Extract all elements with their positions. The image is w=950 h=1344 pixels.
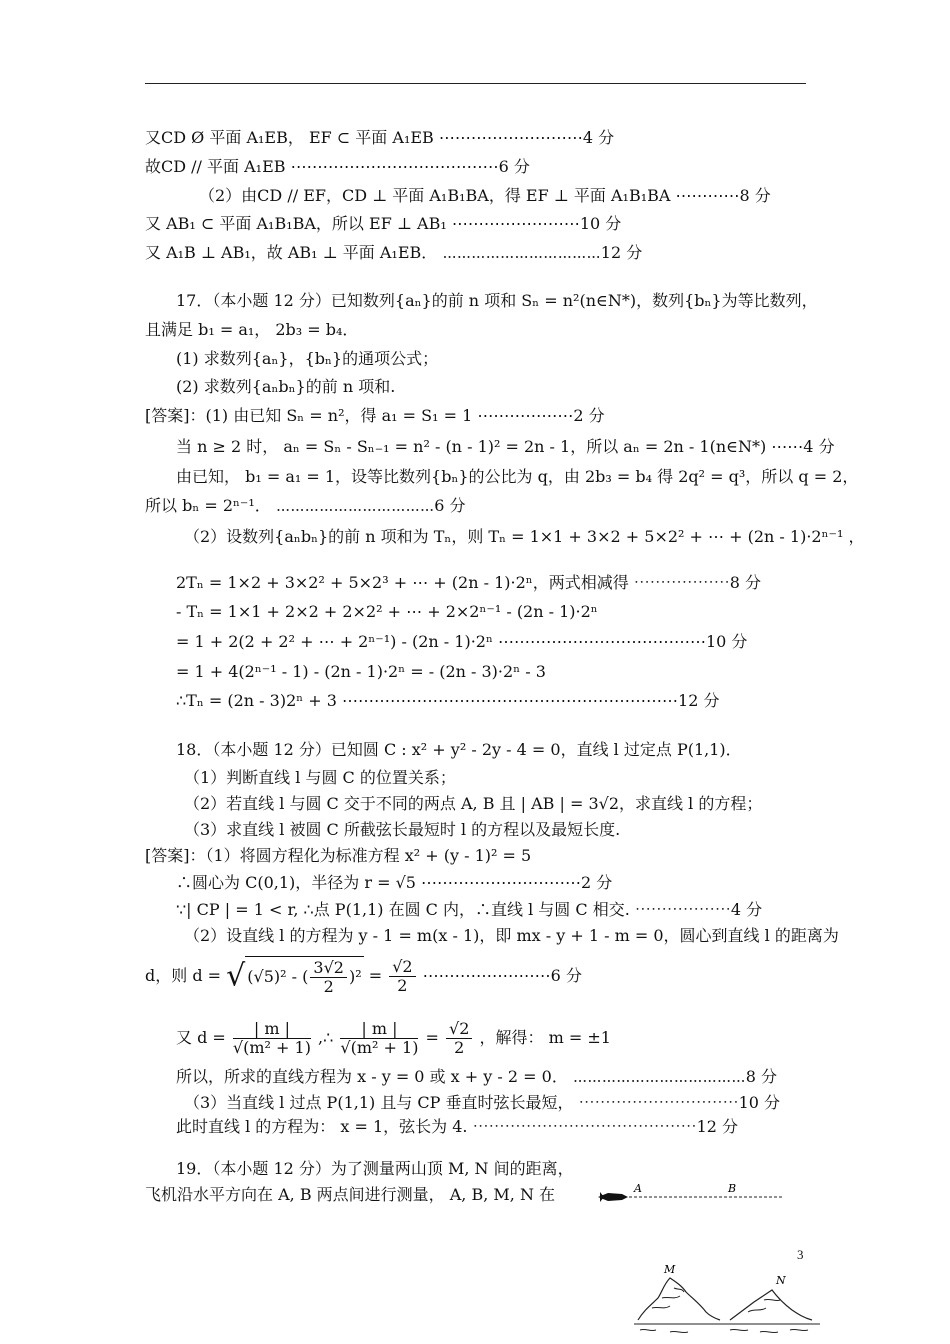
frac-denominator: √(m² + 1) <box>232 1038 311 1057</box>
answer-18-line3: ∵| CP | = 1 < r, ∴点 P(1,1) 在圆 C 内，∴直线 l 与圆 C 相交. ⋯⋯⋯⋯⋯⋯4 分 <box>176 900 763 919</box>
mountain-M-outline <box>638 1278 720 1320</box>
frac-numerator: 3√2 <box>310 959 347 978</box>
problem-17-condition: 且满足 b₁ = a₁， 2b₃ = b₄． <box>145 320 359 339</box>
label-B: B <box>728 1182 737 1195</box>
sqrt-radicand <box>245 956 363 997</box>
airplane-figure <box>594 1180 786 1210</box>
fraction-3sqrt2-over-2 <box>310 959 347 996</box>
line-03: （2）由CD // EF，CD ⊥ 平面 A₁B₁BA，得 EF ⊥ 平面 A₁B₁BA ⋯⋯⋯⋯8 分 <box>199 186 771 205</box>
problem-18-part2: （2）若直线 l 与圆 C 交于不同的两点 A, B 且 | AB | = 3√2，求直线 l 的方程； <box>184 794 763 813</box>
answer-17-line6: 2Tₙ = 1×2 + 3×2² + 5×2³ + ⋯ + (2n - 1)·2ⁿ，两式相减得 ⋯⋯⋯⋯⋯⋯8 分 <box>176 573 762 592</box>
line-05: 又 A₁B ⊥ AB₁，故 AB₁ ⊥ 平面 A₁EB． ⋯⋯⋯⋯⋯⋯⋯⋯⋯⋯⋯12 分 <box>145 243 643 262</box>
problem-17-part2: (2) 求数列{aₙbₙ}的前 n 项和. <box>176 377 396 396</box>
line-04: 又 AB₁ ⊂ 平面 A₁B₁BA，所以 EF ⊥ AB₁ ⋯⋯⋯⋯⋯⋯⋯⋯10 分 <box>145 214 622 233</box>
answer-17-line3: 由已知， b₁ = a₁ = 1，设等比数列{bₙ}的公比为 q，由 2b₃ = b₄ 得 2q² = q³，所以 q = 2， <box>176 467 859 486</box>
fraction-m-over-sqrt-2 <box>340 1020 418 1057</box>
fraction-m-over-sqrt <box>233 1020 311 1057</box>
frac-denominator: 2 <box>323 977 334 996</box>
water-waves <box>640 1329 808 1332</box>
problem-19-statement: 19．（本小题 12 分）为了测量两山顶 M, N 间的距离， <box>176 1159 574 1178</box>
answer-18-line9: 此时直线 l 的方程为： x = 1，弦长为 4. ⋯⋯⋯⋯⋯⋯⋯⋯⋯⋯⋯⋯⋯⋯12 分 <box>176 1117 739 1136</box>
answer-18-solve-line <box>176 1016 611 1062</box>
frac-numerator: | m | <box>233 1020 311 1039</box>
fraction-sqrt2-over-2-b <box>446 1020 472 1057</box>
equals-sign: = <box>368 966 383 985</box>
mountain-N-shading <box>748 1299 780 1312</box>
solve-result: ，解得： m = ±1 <box>479 1028 611 1047</box>
problem-17-part1: (1) 求数列{aₙ}，{bₙ}的通项公式； <box>176 349 439 368</box>
sq-close: )² <box>348 967 362 986</box>
line-02: 故CD // 平面 A₁EB ⋯⋯⋯⋯⋯⋯⋯⋯⋯⋯⋯⋯⋯6 分 <box>145 157 530 176</box>
frac-denominator: 2 <box>454 1038 465 1057</box>
sqrt-expr: (√5)² - ( <box>247 967 309 986</box>
problem-18-statement: 18．（本小题 12 分）已知圆 C : x² + y² - 2y - 4 = 0，直线 l 过定点 P(1,1)． <box>176 740 742 759</box>
fraction-sqrt2-over-2 <box>389 958 415 995</box>
answer-17-line1: [答案]：(1) 由已知 Sₙ = n²，得 a₁ = S₁ = 1 ⋯⋯⋯⋯⋯⋯2 分 <box>145 406 605 425</box>
line-01: 又CD Ø 平面 A₁EB， EF ⊂ 平面 A₁EB ⋯⋯⋯⋯⋯⋯⋯⋯⋯4 分 <box>145 128 615 147</box>
mountain-N-outline <box>730 1290 812 1320</box>
answer-18-line2: ∴圆心为 C(0,1)，半径为 r = √5 ⋯⋯⋯⋯⋯⋯⋯⋯⋯⋯2 分 <box>176 873 613 892</box>
equals-sign: = <box>425 1028 439 1047</box>
label-M: M <box>664 1263 676 1276</box>
airplane-tail-icon <box>600 1192 604 1202</box>
page-number: 3 <box>797 1247 804 1262</box>
answer-17-line5: （2）设数列{aₙbₙ}的前 n 项和为 Tₙ，则 Tₙ = 1×1 + 3×2 + 5×2² + ⋯ + (2n - 1)·2ⁿ⁻¹ ， <box>184 527 865 546</box>
answer-17-line7: - Tₙ = 1×1 + 2×2 + 2×2² + ⋯ + 2×2ⁿ⁻¹ - (2n - 1)·2ⁿ <box>176 602 598 621</box>
solve-label: 又 d = <box>176 1028 226 1047</box>
problem-19-line2: 飞机沿水平方向在 A, B 两点间进行测量， A, B, M, N 在 <box>145 1185 556 1204</box>
problem-17-statement: 17．（本小题 12 分）已知数列{aₙ}的前 n 项和 Sₙ = n²(n∈N*)，数列{bₙ}为等比数列， <box>176 291 818 310</box>
sqrt-radical: √ <box>226 958 246 994</box>
answer-18-line1: [答案]：（1）将圆方程化为标准方程 x² + (y - 1)² = 5 <box>145 846 532 865</box>
frac-numerator: √2 <box>389 958 415 977</box>
mountains-figure <box>630 1258 822 1338</box>
problem-18-part3: （3）求直线 l 被圆 C 所截弦长最短时 l 的方程以及最短长度. <box>184 820 621 839</box>
answer-18-distance-line <box>145 952 582 1002</box>
label-N: N <box>776 1274 786 1287</box>
answer-18-line4: （2）设直线 l 的方程为 y - 1 = m(x - 1)，即 mx - y + 1 - m = 0，圆心到直线 l 的距离为 <box>184 926 839 945</box>
score-6: ⋯⋯⋯⋯⋯⋯⋯⋯6 分 <box>422 966 582 985</box>
header-rule <box>145 83 806 84</box>
frac-numerator: √2 <box>446 1020 472 1039</box>
answer-17-line4: 所以 bₙ = 2ⁿ⁻¹． ⋯⋯⋯⋯⋯⋯⋯⋯⋯⋯⋯6 分 <box>145 496 466 515</box>
answer-17-line10: ∴Tₙ = (2n - 3)2ⁿ + 3 ⋯⋯⋯⋯⋯⋯⋯⋯⋯⋯⋯⋯⋯⋯⋯⋯⋯⋯⋯⋯⋯12 分 <box>176 691 720 710</box>
answer-18-line7: 所以，所求的直线方程为 x - y = 0 或 x + y - 2 = 0． ⋯⋯⋯⋯⋯⋯⋯⋯⋯⋯⋯⋯8 分 <box>176 1067 777 1086</box>
frac-numerator: | m | <box>340 1020 418 1039</box>
frac-denominator: √(m² + 1) <box>340 1038 419 1057</box>
label-A: A <box>634 1182 642 1195</box>
distance-label: d，则 d = <box>145 966 222 985</box>
answer-17-line2: 当 n ≥ 2 时， aₙ = Sₙ - Sₙ₋₁ = n² - (n - 1)² = 2n - 1，所以 aₙ = 2n - 1(n∈N*) ⋯⋯4 分 <box>176 437 835 456</box>
answer-17-line9: = 1 + 4(2ⁿ⁻¹ - 1) - (2n - 1)·2ⁿ = - (2n - 3)·2ⁿ - 3 <box>176 662 546 681</box>
mountain-M-shading <box>652 1288 684 1308</box>
therefore-sign: ,∴ <box>318 1028 334 1047</box>
frac-denominator: 2 <box>397 976 408 995</box>
answer-17-line8: = 1 + 2(2 + 2² + ⋯ + 2ⁿ⁻¹) - (2n - 1)·2ⁿ ⋯⋯⋯⋯⋯⋯⋯⋯⋯⋯⋯⋯⋯10 分 <box>176 632 748 651</box>
answer-18-line8: （3）当直线 l 过点 P(1,1) 且与 CP 垂直时弦长最短， ⋯⋯⋯⋯⋯⋯⋯⋯⋯⋯10 分 <box>184 1093 781 1112</box>
problem-18-part1: （1）判断直线 l 与圆 C 的位置关系； <box>184 768 456 787</box>
